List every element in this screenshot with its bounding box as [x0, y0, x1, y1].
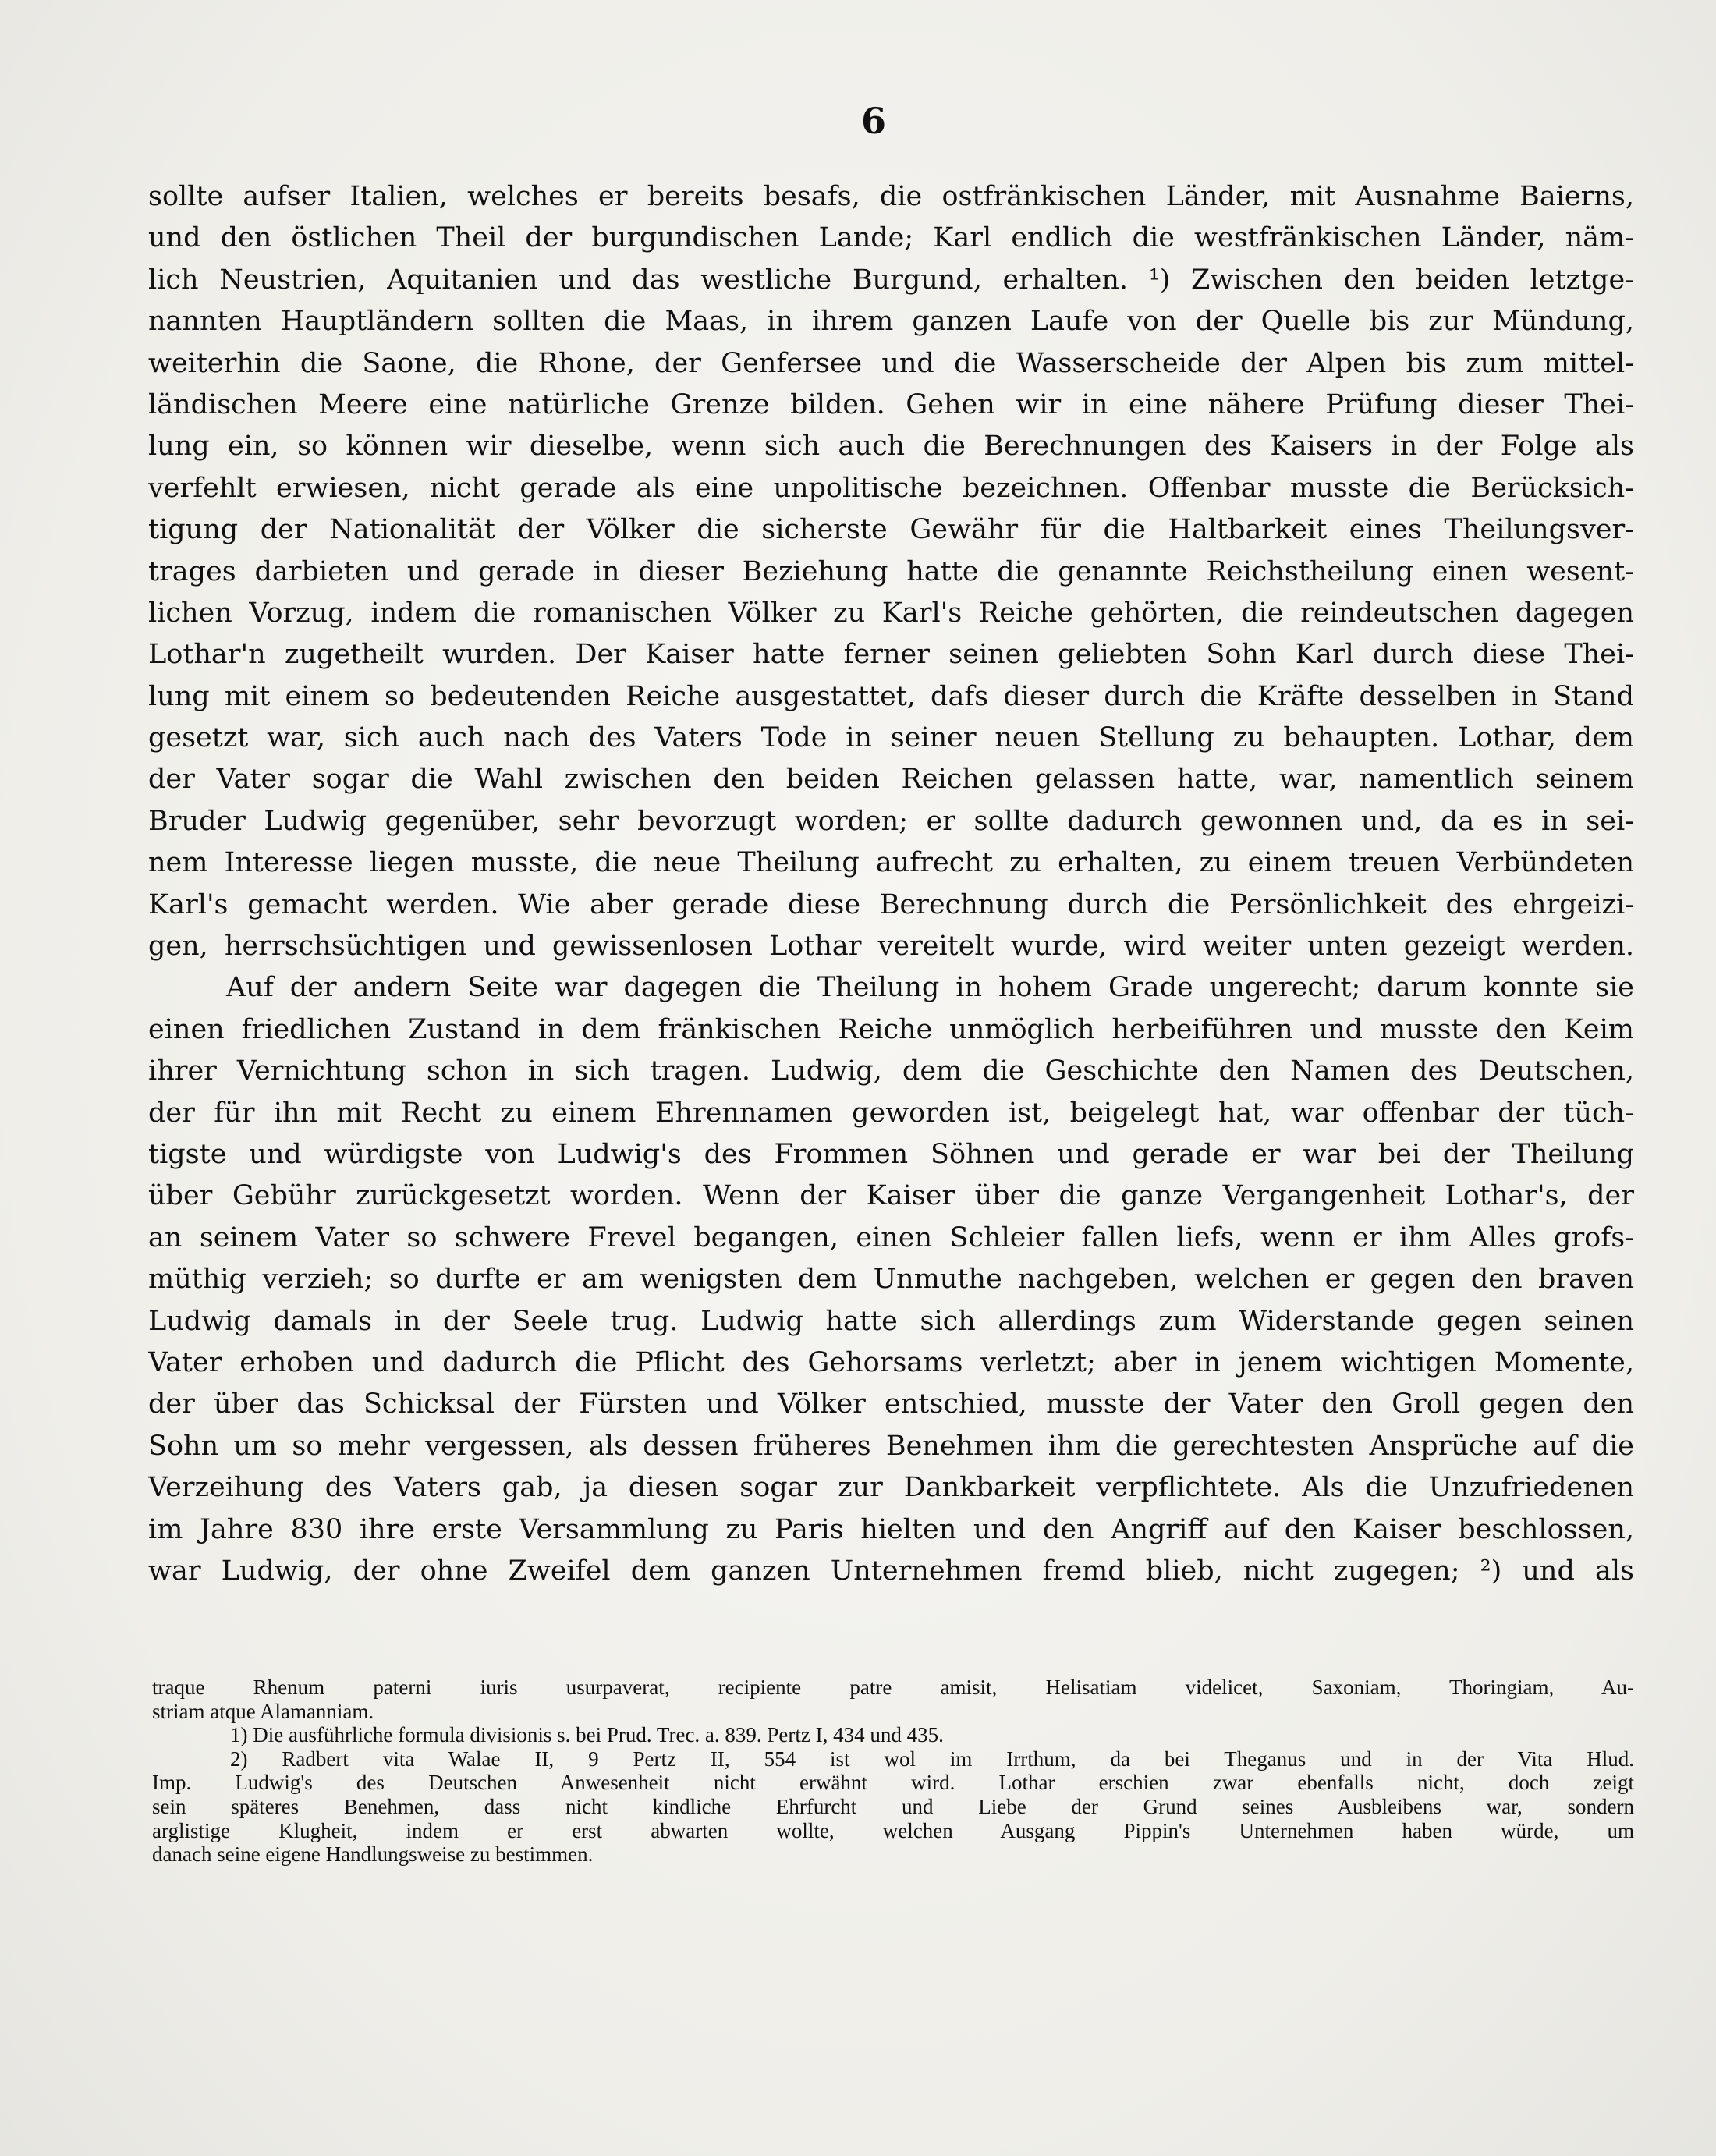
text-line: Ludwig damals in der Seele trug. Ludwig hatte sich allerdings zum Widerstande gegen seinen [148, 1305, 1634, 1337]
text-line: verfehlt erwiesen, nicht gerade als eine unpolitische bezeichnen. Offenbar musste die Berücksich- [148, 472, 1634, 504]
text-line: im Jahre 830 ihre erste Versammlung zu Paris hielten und den Angriff auf den Kaiser beschlossen, [148, 1513, 1634, 1545]
footnote-1: 1) Die ausführliche formula divisionis s. bei Prud. Trec. a. 839. Pertz I, 434 und 435. [230, 1723, 944, 1747]
text-line-paragraph-start: Auf der andern Seite war dagegen die Theilung in hohem Grade ungerecht; darum konnte sie [226, 972, 1634, 1004]
text-line: einen friedlichen Zustand in dem fränkischen Reiche unmöglich herbeiführen und musste den Keim [148, 1013, 1634, 1045]
text-line: Lothar'n zugetheilt wurden. Der Kaiser hatte ferner seinen geliebten Sohn Karl durch diese Thei- [148, 639, 1634, 671]
footnotes [152, 1676, 1634, 1867]
text-line: der Vater sogar die Wahl zwischen den beiden Reichen gelassen hatte, war, namentlich seinem [148, 764, 1634, 796]
text-line: Sohn um so mehr vergessen, als dessen früheres Benehmen ihm die gerechtesten Ansprüche auf die [148, 1430, 1634, 1462]
text-line: ländischen Meere eine natürliche Grenze bilden. Gehen wir in eine nähere Prüfung dieser Thei- [148, 388, 1634, 420]
text-line: tigste und würdigste von Ludwig's des Frommen Söhnen und gerade er war bei der Theilung [148, 1138, 1634, 1170]
text-line: war Ludwig, der ohne Zweifel dem ganzen Unternehmen fremd blieb, nicht zugegen; ²) und als [148, 1555, 1634, 1587]
text-line: trages darbieten und gerade in dieser Beziehung hatte die genannte Reichstheilung einen wesent- [148, 555, 1634, 587]
text-line: lich Neustrien, Aquitanien und das westliche Burgund, erhalten. ¹) Zwischen den beiden letztge- [148, 264, 1634, 296]
text-line: nannten Hauptländern sollten die Maas, in ihrem ganzen Laufe von der Quelle bis zur Mündung, [148, 306, 1634, 338]
text-line: lung ein, so können wir dieselbe, wenn sich auch die Berechnungen des Kaisers in der Folge als [148, 431, 1634, 463]
footnote-line: Imp. Ludwig's des Deutschen Anwesenheit nicht erwähnt wird. Lothar erschien zwar ebenfalls nicht, doch zeigt [152, 1771, 1634, 1795]
text-line: müthig verzieh; so durfte er am wenigsten dem Unmuthe nachgeben, welchen er gegen den braven [148, 1264, 1634, 1296]
footnote-line: traque Rhenum paterni iuris usurpaverat, recipiente patre amisit, Helisatiam videlicet, Saxoniam, Thoringiam, Au- [152, 1676, 1634, 1699]
text-line: der für ihn mit Recht zu einem Ehrennamen geworden ist, beigelegt hat, war offenbar der tüch- [148, 1097, 1634, 1129]
text-line: weiterhin die Saone, die Rhone, der Genfersee und die Wasserscheide der Alpen bis zum mittel- [148, 347, 1634, 379]
footnote-line: striam atque Alamanniam. [152, 1699, 374, 1723]
text-line: Vater erhoben und dadurch die Pflicht des Gehorsams verletzt; aber in jenem wichtigen Momente, [148, 1346, 1634, 1378]
text-line: nem Interesse liegen musste, die neue Theilung aufrecht zu erhalten, zu einem treuen Verbündeten [148, 847, 1634, 879]
text-line: sollte aufser Italien, welches er bereits besafs, die ostfränkischen Länder, mit Ausnahme Baierns, [148, 181, 1634, 212]
body-text [148, 176, 1634, 1592]
text-line: Karl's gemacht werden. Wie aber gerade diese Berechnung durch die Persönlichkeit des ehrgeizi- [148, 888, 1634, 920]
text-line: an seinem Vater so schwere Frevel begangen, einen Schleier fallen liefs, wenn er ihm Alles grofs- [148, 1222, 1634, 1254]
text-line: über Gebühr zurückgesetzt worden. Wenn der Kaiser über die ganze Vergangenheit Lothar's, der [148, 1180, 1634, 1212]
text-line: lung mit einem so bedeutenden Reiche ausgestattet, dafs dieser durch die Kräfte desselben in Stand [148, 680, 1634, 712]
text-line: gesetzt war, sich auch nach des Vaters Tode in seiner neuen Stellung zu behaupten. Lothar, dem [148, 722, 1634, 754]
text-line: gen, herrschsüchtigen und gewissenlosen Lothar vereitelt wurde, wird weiter unten gezeigt werden. [148, 931, 1634, 963]
page-number: 6 [860, 100, 886, 142]
footnote-line: danach seine eigene Handlungsweise zu bestimmen. [152, 1842, 594, 1867]
text-line: der über das Schicksal der Fürsten und Völker entschied, musste der Vater den Groll gegen den [148, 1388, 1634, 1420]
footnote-line: arglistige Klugheit, indem er erst abwarten wollte, welchen Ausgang Pippin's Unternehmen haben würde, um [152, 1818, 1634, 1842]
text-line: lichen Vorzug, indem die romanischen Völker zu Karl's Reiche gehörten, die reindeutschen dagegen [148, 597, 1634, 629]
footnote-line: sein späteres Benehmen, dass nicht kindliche Ehrfurcht und Liebe der Grund seines Ausbleibens war, sondern [152, 1794, 1634, 1818]
text-line: ihrer Vernichtung schon in sich tragen. Ludwig, dem die Geschichte den Namen des Deutschen, [148, 1055, 1634, 1087]
text-line: Verzeihung des Vaters gab, ja diesen sogar zur Dankbarkeit verpflichtete. Als die Unzufriedenen [148, 1472, 1634, 1504]
text-line: Bruder Ludwig gegenüber, sehr bevorzugt worden; er sollte dadurch gewonnen und, da es in sei- [148, 805, 1634, 837]
text-line: tigung der Nationalität der Völker die sicherste Gewähr für die Haltbarkeit eines Theilungsver- [148, 514, 1634, 546]
footnote-2: 2) Radbert vita Walae II, 9 Pertz II, 554 ist wol im Irrthum, da bei Theganus und in der Vita Hlud. [230, 1746, 1634, 1771]
text-line: und den östlichen Theil der burgundischen Lande; Karl endlich die westfränkischen Länder, näm- [148, 222, 1634, 254]
